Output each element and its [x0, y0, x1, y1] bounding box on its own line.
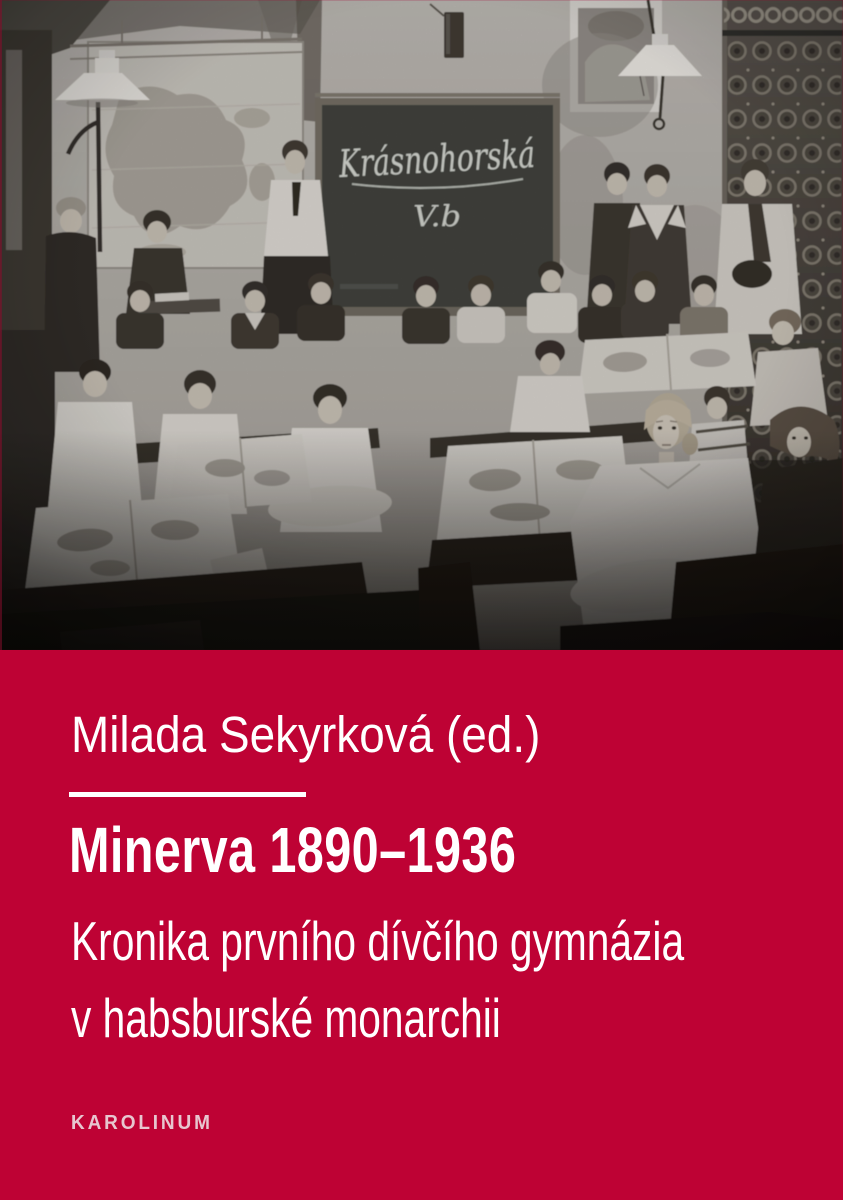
subtitle-line-1: Kronika prvního dívčího gymnázia [71, 910, 685, 972]
author-name: Milada Sekyrková (ed.) [71, 706, 541, 763]
subtitle-line-2: v habsburské monarchii [71, 987, 501, 1049]
book-title: Minerva 1890–1936 [69, 814, 517, 886]
author-divider-rule [69, 792, 306, 797]
book-subtitle [71, 903, 684, 1057]
publisher-imprint: KAROLINUM [71, 1112, 213, 1134]
